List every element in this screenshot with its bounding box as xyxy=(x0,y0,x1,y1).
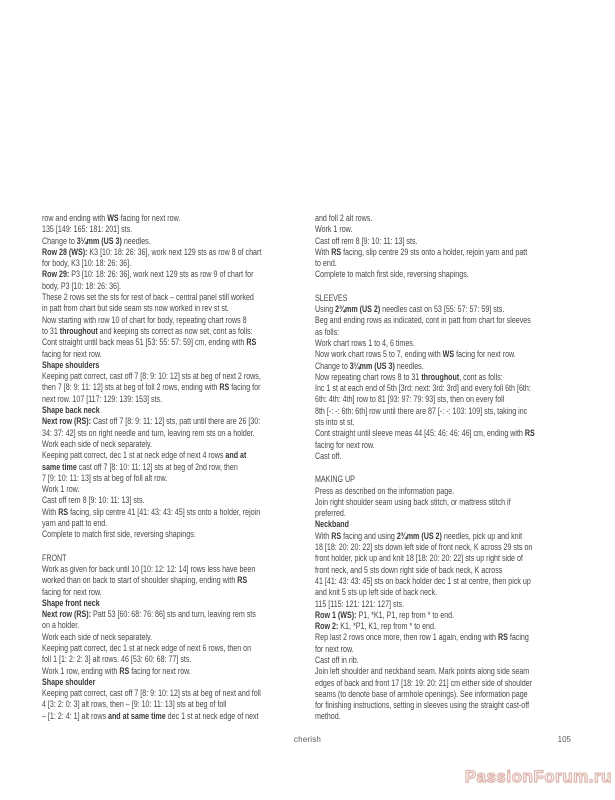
text-segment: facing for next row. xyxy=(118,213,181,223)
text-segment: body, P3 [10: 18: 26: 36]. xyxy=(42,280,121,291)
text-segment: WS xyxy=(107,213,119,223)
text-line xyxy=(315,565,580,576)
text-segment: MAKING UP xyxy=(315,474,355,485)
text-segment: Shape shoulders xyxy=(42,359,100,370)
text-segment: throughout xyxy=(421,371,460,382)
text-segment: and at same time xyxy=(108,710,166,721)
text-segment: RS xyxy=(237,575,248,586)
text-line xyxy=(315,213,580,224)
text-segment: facing, slip centre 41 [41: 43: 43: 45] sts onto a holder, rejoin xyxy=(68,506,261,517)
text-segment: for next row. xyxy=(315,643,354,654)
text-segment: Rep last 2 rows once more, then row 1 again, ending with xyxy=(315,632,498,643)
text-line xyxy=(315,689,580,700)
text-segment: RS xyxy=(331,530,342,541)
text-line xyxy=(315,304,580,315)
text-segment: Join left shoulder and neckband seam. Mark points along side seam xyxy=(315,666,530,677)
text-segment: Work each side of neck separately. xyxy=(42,438,153,449)
text-segment: 4 [3: 2: 0: 3] alt rows, then – [9: 10: 11: 13] sts at beg of foll xyxy=(42,699,227,710)
text-segment: row and ending with xyxy=(42,213,108,223)
text-segment: facing xyxy=(507,632,529,643)
text-segment: 8th [-: -: 6th: 6th] row until there are 87 [-: -: 103: 109] sts, taking inc xyxy=(315,405,528,416)
text-line xyxy=(42,292,307,303)
text-segment: 41 [41: 43: 43: 45] sts on back holder dec 1 st at centre, then pick up xyxy=(315,575,531,586)
text-line xyxy=(42,213,307,224)
text-segment: Complete to match first side, reversing shapings. xyxy=(315,269,469,280)
text-line xyxy=(42,371,307,382)
text-segment: sts into st st. xyxy=(315,417,355,428)
text-segment: – [1: 2: 4: 1] alt rows xyxy=(42,710,109,721)
text-segment: facing for next row. xyxy=(42,586,102,597)
text-line xyxy=(315,587,580,598)
text-segment: Using xyxy=(315,304,336,315)
text-line xyxy=(42,575,307,586)
text-segment: 6th: 4th: 4th] row to 81 [93: 97: 79: 93] sts, then on every foll xyxy=(315,394,505,405)
text-segment: Shape front neck xyxy=(42,597,100,608)
text-line xyxy=(315,531,580,542)
text-line xyxy=(42,677,307,688)
text-segment: needles. xyxy=(394,360,424,371)
text-segment: Cast off rem 8 [9: 10: 11: 13] sts. xyxy=(315,235,418,246)
text-line xyxy=(315,293,580,304)
text-segment: Work as given for back until 10 [10: 12: 12: 14] rows less have been xyxy=(42,563,256,574)
text-segment: Cont straight until back meas 51 [53: 55: 57: 59] cm, ending with xyxy=(42,337,247,348)
text-segment: K1, *P1, K1, rep from * to end. xyxy=(338,621,436,632)
text-line xyxy=(42,428,307,439)
text-line xyxy=(42,643,307,654)
text-segment: Complete to match first side, reversing shapings. xyxy=(42,529,196,540)
text-segment: RS xyxy=(219,382,230,393)
text-segment: With xyxy=(315,246,332,257)
text-line xyxy=(315,394,580,405)
text-segment: Row 2: xyxy=(315,621,339,632)
text-segment: 115 [115: 121: 121: 127] sts. xyxy=(315,598,405,609)
text-segment: Now starting with row 10 of chart for body, repeating chart rows 8 xyxy=(42,314,247,325)
text-segment: and keeping sts correct as now set, cont as folls: xyxy=(97,325,253,336)
text-segment: Work 1 row. xyxy=(42,484,80,495)
text-line xyxy=(42,303,307,314)
text-segment: FRONT xyxy=(42,552,67,563)
text-segment: throughout xyxy=(59,325,98,336)
text-segment: facing, slip centre 29 sts onto a holder, rejoin yarn and patt xyxy=(341,246,528,257)
text-line xyxy=(42,609,307,620)
text-segment: Shape shoulder xyxy=(42,676,96,687)
text-line xyxy=(42,564,307,575)
text-line xyxy=(315,497,580,508)
text-line xyxy=(42,360,307,371)
text-line xyxy=(42,281,307,292)
text-segment: 7 [9: 10: 11: 13] sts at beg of foll alt row. xyxy=(42,472,168,483)
text-line xyxy=(315,383,580,394)
text-line xyxy=(315,349,580,360)
text-line xyxy=(315,599,580,610)
text-segment: Work each side of neck separately. xyxy=(42,631,153,642)
text-segment: Work 1 row. xyxy=(315,224,353,235)
text-segment: needles. xyxy=(121,235,151,246)
text-segment: seams (to denote base of armhole openings). See information page xyxy=(315,688,528,699)
text-segment: RS xyxy=(524,428,535,439)
text-segment: front holder, pick up and knit 18 [18: 20: 20: 22] sts up right side of xyxy=(315,553,523,564)
text-segment: Work 1 row, ending with xyxy=(42,665,120,676)
text-line xyxy=(42,473,307,484)
text-line xyxy=(315,428,580,439)
text-line xyxy=(315,486,580,497)
text-line xyxy=(315,576,580,587)
text-line xyxy=(315,666,580,677)
text-segment: Change to xyxy=(42,235,77,246)
text-segment: next row. 107 [117: 129: 139: 153] sts. xyxy=(42,393,163,404)
text-segment: Keeping patt correct, cast off 7 [8: 9: 10: 12] sts at beg of next and foll xyxy=(42,688,261,699)
text-line xyxy=(315,700,580,711)
section-gap xyxy=(315,462,580,474)
text-line xyxy=(42,450,307,461)
text-segment: Patt 53 [60: 68: 76: 86] sts and turn, leaving rem sts xyxy=(90,609,256,620)
text-segment: These 2 rows set the sts for rest of back – central panel still worked xyxy=(42,292,254,303)
text-segment: Press as described on the information page. xyxy=(315,485,455,496)
text-line xyxy=(42,699,307,710)
text-segment: WS xyxy=(442,349,455,360)
text-segment: Cast off in rib. xyxy=(315,654,359,665)
text-segment: 2¾mm (US 2) xyxy=(335,304,381,315)
text-segment: needles, pick up and knit xyxy=(441,530,523,541)
text-line xyxy=(315,644,580,655)
text-line xyxy=(42,462,307,473)
text-segment: RS xyxy=(119,665,130,676)
text-line xyxy=(42,224,307,235)
text-segment: for finishing instructions, setting in sleeves using the straight cast-off xyxy=(315,700,530,711)
text-segment: same time xyxy=(42,461,77,472)
text-segment: as folls: xyxy=(315,326,340,337)
text-segment: Join right shoulder seam using back stitch, or mattress stitch if xyxy=(315,496,511,507)
text-line xyxy=(315,372,580,383)
text-line xyxy=(315,269,580,280)
text-line xyxy=(42,529,307,540)
text-segment: dec 1 st at neck edge of next xyxy=(165,710,259,721)
section-gap xyxy=(315,281,580,293)
text-line xyxy=(315,451,580,462)
text-line xyxy=(42,598,307,609)
text-segment: 2¾mm (US 2) xyxy=(396,530,442,541)
text-segment: and knit 5 sts up left side of back neck. xyxy=(315,587,438,598)
text-segment: 3¼mm (US 3) xyxy=(349,360,395,371)
text-line xyxy=(315,361,580,372)
text-line xyxy=(315,327,580,338)
text-line xyxy=(42,405,307,416)
text-segment: Inc 1 st at each end of 5th [3rd: next: 3rd: 3rd] and every foll 6th [6th: xyxy=(315,383,531,394)
text-segment: edges of back and front 17 [18: 19: 20: 21] cm either side of shoulder xyxy=(315,677,533,688)
text-segment: RS xyxy=(58,506,69,517)
text-line xyxy=(42,553,307,564)
text-line xyxy=(315,632,580,643)
text-segment: needles cast on 53 [55: 57: 57: 59] sts. xyxy=(380,304,505,315)
text-segment: Work chart rows 1 to 4, 6 times. xyxy=(315,337,415,348)
text-segment: Row 29: xyxy=(42,269,70,280)
text-segment: to 31 xyxy=(42,325,60,336)
text-line xyxy=(315,406,580,417)
text-segment: to end. xyxy=(315,258,337,269)
text-segment: Cast off rem 8 [9: 10: 11: 13] sts. xyxy=(42,495,145,506)
text-line xyxy=(42,666,307,677)
text-segment: Cast off. xyxy=(315,450,342,461)
text-line xyxy=(42,337,307,348)
text-segment: Cont straight until sleeve meas 44 [45: 46: 46: 46] cm, ending with xyxy=(315,428,525,439)
text-segment: for body, K3 [10: 18: 26: 36]. xyxy=(42,258,132,269)
text-line xyxy=(42,439,307,450)
text-line xyxy=(315,440,580,451)
text-segment: RS xyxy=(331,246,342,257)
text-line xyxy=(315,553,580,564)
text-segment: 135 [149: 165: 181: 201] sts. xyxy=(42,224,133,235)
text-line xyxy=(42,495,307,506)
text-segment: Beg and ending rows as indicated, cont in patt from chart for sleeves xyxy=(315,315,531,326)
text-segment: 34: 37: 42] sts on right needle and turn, leaving rem sts on a holder. xyxy=(42,427,255,438)
text-line xyxy=(315,655,580,666)
text-line xyxy=(315,610,580,621)
text-segment: , cont as folls: xyxy=(459,371,503,382)
text-line xyxy=(42,315,307,326)
text-segment: and foll 2 alt rows. xyxy=(315,213,373,223)
text-segment: front neck, and 5 sts down right side of back neck, K across xyxy=(315,564,503,575)
text-segment: 18 [18: 20: 20: 22] sts down left side of front neck, K across 29 sts on xyxy=(315,542,533,553)
text-line xyxy=(42,269,307,280)
text-segment: facing for next row. xyxy=(129,665,191,676)
text-segment: yarn and patt to end. xyxy=(42,518,108,529)
text-line xyxy=(42,688,307,699)
text-line xyxy=(42,587,307,598)
text-line xyxy=(42,632,307,643)
text-segment: Keeping patt correct, dec 1 st at neck edge of next 6 rows, then on xyxy=(42,642,252,653)
page-number: 105 xyxy=(557,735,571,744)
text-segment: worked than on back to start of shoulder shaping, ending with xyxy=(42,575,238,586)
text-segment: facing for next row. xyxy=(42,348,102,359)
text-segment: With xyxy=(42,506,59,517)
text-segment: Now work chart rows 5 to 7, ending with xyxy=(315,349,443,360)
text-line xyxy=(315,236,580,247)
text-segment: cast off 7 [8: 10: 11: 12] sts at beg of 2nd row, then xyxy=(76,461,238,472)
text-line xyxy=(42,394,307,405)
text-segment: Cast off 7 [8: 9: 11: 12] sts, patt until there are 26 [30: xyxy=(90,416,261,427)
text-segment: facing for next row. xyxy=(315,439,375,450)
text-segment: on a holder. xyxy=(42,620,80,631)
text-segment: method. xyxy=(315,711,341,722)
text-segment: Next row (RS): xyxy=(42,416,91,427)
text-segment: Now repeating chart rows 8 to 31 xyxy=(315,371,422,382)
text-line xyxy=(42,382,307,393)
text-line xyxy=(315,474,580,485)
text-line xyxy=(42,711,307,722)
text-segment: SLEEVES xyxy=(315,292,348,303)
text-line xyxy=(315,621,580,632)
text-line xyxy=(315,519,580,530)
left-column xyxy=(42,213,307,722)
text-segment: then 7 [8: 9: 11: 12] sts at beg of foll 2 rows, ending with xyxy=(42,382,220,393)
text-line xyxy=(315,678,580,689)
text-segment: Change to xyxy=(315,360,350,371)
text-line xyxy=(42,484,307,495)
text-line xyxy=(42,258,307,269)
text-line xyxy=(315,508,580,519)
text-line xyxy=(315,247,580,258)
text-segment: in patt from chart but side seam sts now worked in rev st st. xyxy=(42,303,229,314)
text-line xyxy=(315,711,580,722)
section-gap xyxy=(42,541,307,553)
text-line xyxy=(42,326,307,337)
text-line xyxy=(42,349,307,360)
text-segment: RS xyxy=(246,337,257,348)
text-segment: Row 28 (WS): xyxy=(42,246,88,257)
text-segment: preferred. xyxy=(315,508,346,519)
text-line xyxy=(42,236,307,247)
text-line xyxy=(315,542,580,553)
text-segment: Keeping patt correct, dec 1 st at neck edge of next 4 rows xyxy=(42,450,226,461)
text-segment: Neckband xyxy=(315,519,349,530)
text-line xyxy=(42,507,307,518)
text-line xyxy=(42,247,307,258)
text-segment: RS xyxy=(497,632,508,643)
text-segment: With xyxy=(315,530,332,541)
text-line xyxy=(315,258,580,269)
right-column xyxy=(315,213,580,723)
text-segment: P1, *K1, P1, rep from * to end. xyxy=(356,609,455,620)
text-line xyxy=(315,417,580,428)
text-segment: 3¼mm (US 3) xyxy=(76,235,122,246)
text-line xyxy=(315,315,580,326)
text-segment: K3 [10: 18: 26: 36], work next 129 sts as row 8 of chart xyxy=(87,246,262,257)
text-segment: foll 1 [1: 2: 2: 3] alt rows. 46 [53: 60: 68: 77] sts. xyxy=(42,654,192,665)
text-segment: Keeping patt correct, cast off 7 [8: 9: 10: 12] sts at beg of next 2 rows, xyxy=(42,371,261,382)
text-segment: P3 [10: 18: 26: 36], work next 129 sts as row 9 of chart for xyxy=(69,269,254,280)
text-line xyxy=(42,620,307,631)
running-footer-title: cherish xyxy=(293,735,322,744)
text-segment: Next row (RS): xyxy=(42,609,91,620)
text-segment: facing for next row. xyxy=(454,349,516,360)
text-line xyxy=(42,654,307,665)
text-line xyxy=(315,338,580,349)
text-line xyxy=(42,518,307,529)
text-segment: Shape back neck xyxy=(42,405,100,416)
text-line xyxy=(42,416,307,427)
text-segment: facing for xyxy=(229,382,261,393)
site-watermark: PassionForum.ru xyxy=(464,767,612,786)
text-line xyxy=(315,224,580,235)
text-segment: Row 1 (WS): xyxy=(315,609,357,620)
text-segment: facing and using xyxy=(341,530,397,541)
text-segment: and at xyxy=(225,450,247,461)
